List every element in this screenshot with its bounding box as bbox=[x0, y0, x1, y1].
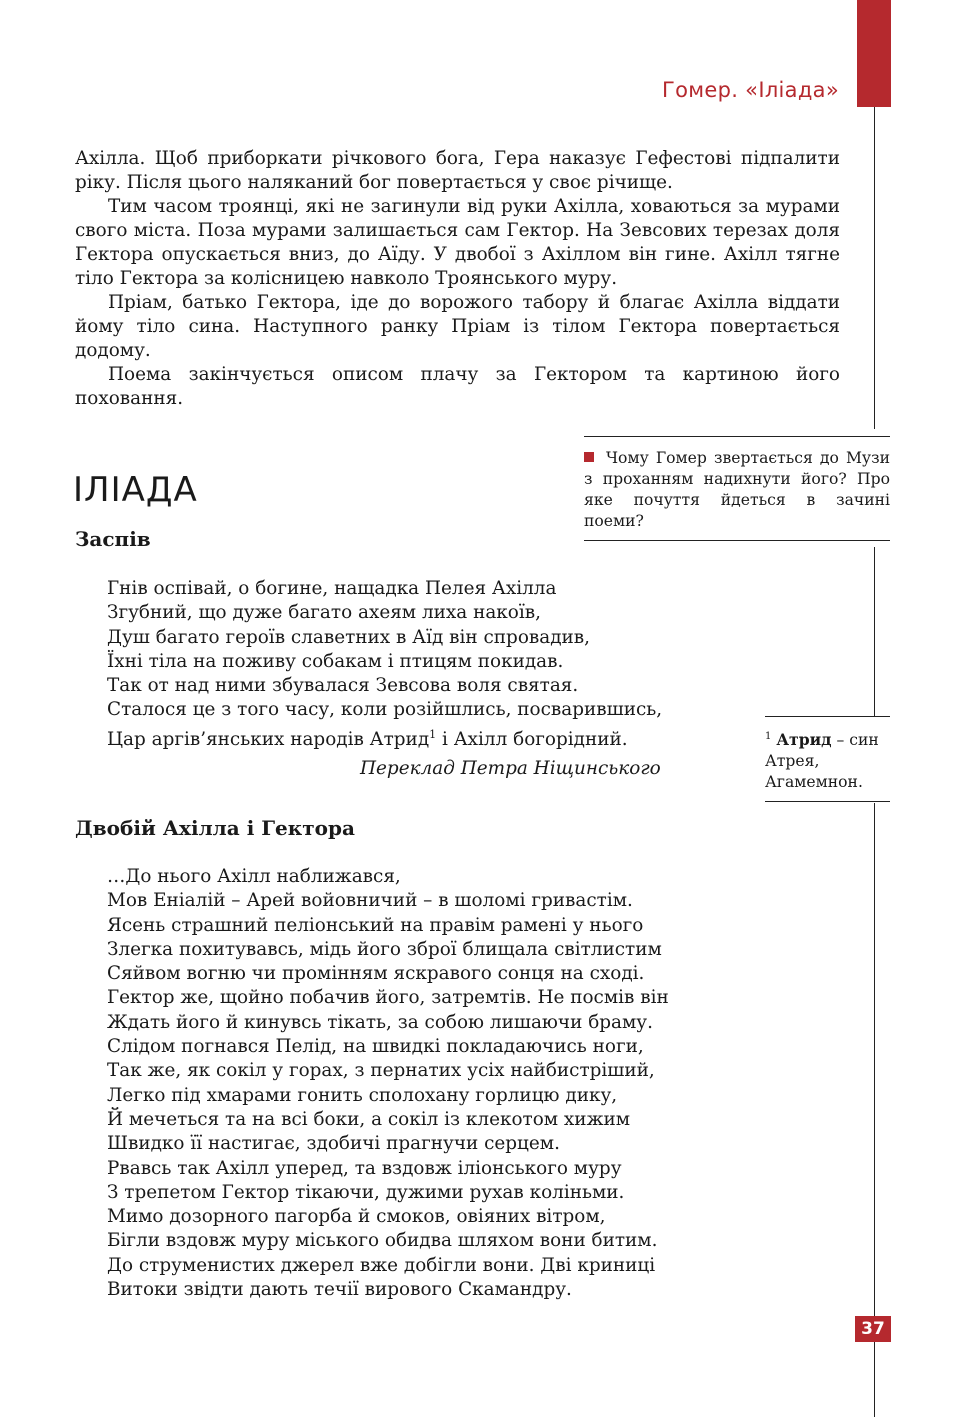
duel-verse bbox=[107, 865, 669, 1302]
verse-line: Легко під хмарами гонить сполохану горлицю дику, bbox=[107, 1084, 618, 1106]
verse-line: Слідом погнався Пелід, на швидкі покладаючись ноги, bbox=[107, 1036, 644, 1058]
verse-line: Швидко її настигає, здобичі прагнучи серцем. bbox=[107, 1133, 560, 1155]
footnote-mark: 1 bbox=[765, 731, 772, 742]
verse-line: Ясень страшний пеліонський на правім рамені у нього bbox=[107, 914, 644, 936]
verse-line: Їхні тіла на поживу собакам і птицям покидав. bbox=[107, 650, 564, 672]
intro-paragraph: Тим часом троянці, які не загинули від руки Ахілла, ховаються за мурами свого міста. Поза мурами залишається сам Гектор. На Зевсових терезах доля Гектора опускається вниз, до Аїду. У двобої з Ахіллом він гине. Ахілл тягне тіло Гектора за колісницею навколо Троянського муру. bbox=[75, 196, 840, 289]
verse-line bbox=[107, 723, 662, 752]
verse-line: Бігли вздовж муру міського обидва шляхом вони битим. bbox=[107, 1230, 658, 1252]
question-text: Чому Гомер звертається до Музи з проханням надихнути його? Про яке почуття йдеться в зачині поеми? bbox=[584, 449, 890, 530]
verse-line-tail: і Ахілл богорідний. bbox=[436, 728, 628, 750]
footnote-definition: – син Атрея, Агамемнон. bbox=[765, 731, 879, 792]
margin-rule-bottom bbox=[874, 1342, 875, 1417]
intro-paragraph: Пріам, батько Гектора, іде до ворожого табору й благає Ахілла віддати йому тіло сина. Наступного ранку Пріам із тілом Гектора повертається додому. bbox=[75, 292, 840, 361]
verse-line: Мимо дозорного пагорба й смоков, овіяних вітром, bbox=[107, 1206, 606, 1228]
verse-line: Згубний, що дуже багато ахеям лиха накоїв, bbox=[107, 602, 541, 624]
verse-line: Мов Еніалій – Арей войовничий – в шоломі гривастім. bbox=[107, 890, 633, 912]
margin-rule-lower bbox=[874, 803, 875, 1316]
prologue-verse bbox=[107, 577, 662, 752]
margin-rule-top bbox=[874, 107, 875, 429]
verse-line-text: Цар аргів’янських народів Атрид bbox=[107, 728, 430, 750]
page-number: 37 bbox=[855, 1316, 891, 1342]
verse-line: Рвавсь так Ахілл уперед, та вздовж іліонського муру bbox=[107, 1157, 622, 1179]
section-heading-prologue: Заспів bbox=[75, 527, 151, 551]
footnote-box bbox=[765, 716, 890, 802]
running-header: Гомер. «Іліада» bbox=[661, 78, 839, 102]
verse-line: Гектор же, щойно побачив його, затремтів. Не посмів він bbox=[107, 987, 669, 1009]
question-box-bottom-rule bbox=[584, 540, 890, 541]
footnote-ref: 1 bbox=[429, 727, 437, 741]
verse-line: Душ багато героїв славетних в Аїд він спровадив, bbox=[107, 626, 590, 648]
verse-line: Так же, як сокіл у горах, з пернатих усіх найбистріший, bbox=[107, 1060, 655, 1082]
section-heading-duel: Двобій Ахілла і Гектора bbox=[75, 816, 355, 840]
footnote-term: Атрид bbox=[776, 730, 832, 750]
poem-title: ІЛІАДА bbox=[73, 470, 198, 510]
verse-line: З трепетом Гектор тікаючи, дужими рухав коліньми. bbox=[107, 1181, 625, 1203]
footnote-bottom-rule bbox=[765, 801, 890, 802]
verse-line: Сяйвом вогню чи промінням яскравого сонця на сході. bbox=[107, 963, 645, 985]
square-bullet-icon bbox=[584, 452, 594, 462]
verse-line: Ждать його й кинувсь тікать, за собою лишаючи браму. bbox=[107, 1011, 653, 1033]
question-box bbox=[584, 436, 890, 541]
verse-line: Й мечеться та на всі боки, а сокіл із клекотом хижим bbox=[107, 1108, 631, 1130]
verse-line: До струменистих джерел вже добігли вони. Дві криниці bbox=[107, 1254, 656, 1276]
verse-line: …До нього Ахілл наближався, bbox=[107, 866, 401, 887]
intro-text bbox=[75, 147, 840, 411]
verse-line: Сталося це з того часу, коли розійшлись, посварившись, bbox=[107, 699, 663, 721]
corner-tab bbox=[857, 0, 891, 107]
verse-line: Злегка похитувавсь, мідь його зброї блищала світлистим bbox=[107, 938, 662, 960]
margin-rule-mid bbox=[874, 547, 875, 716]
intro-paragraph: Поема закінчується описом плачу за Гектором та картиною його поховання. bbox=[75, 364, 840, 409]
intro-paragraph: Ахілла. Щоб приборкати річкового бога, Гера наказує Гефестові підпалити ріку. Після цього наляканий бог повертається у своє річище. bbox=[75, 148, 840, 193]
verse-line: Гнів оспівай, о богине, нащадка Пелея Ахілла bbox=[107, 578, 557, 599]
translator-credit: Переклад Петра Ніщинського bbox=[360, 758, 661, 779]
verse-line: Так от над ними збувалася Зевсова воля святая. bbox=[107, 675, 579, 697]
verse-line: Витоки звідти дають течії вирового Скамандру. bbox=[107, 1279, 572, 1301]
